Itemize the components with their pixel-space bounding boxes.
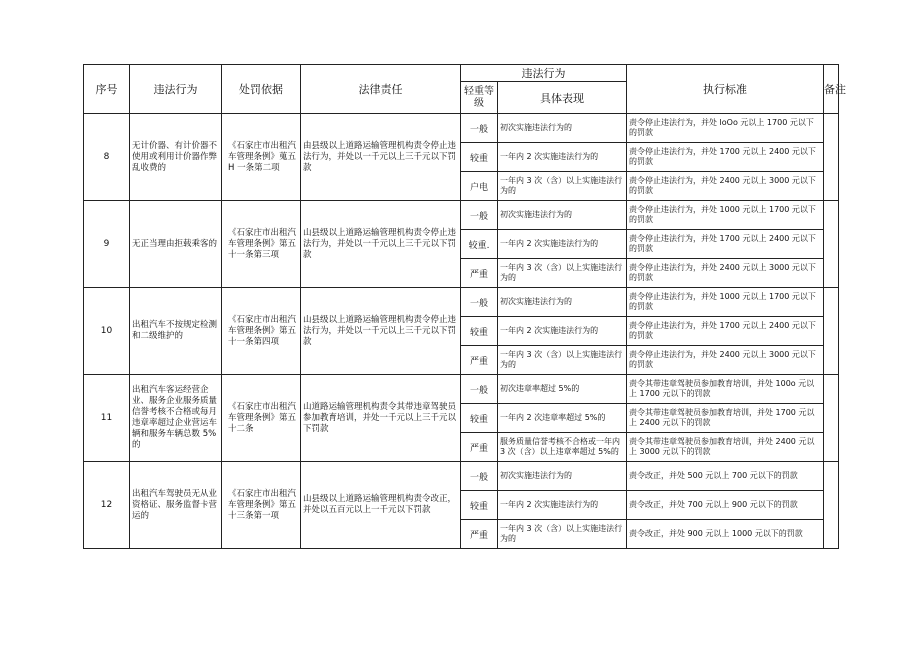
row-standard: 责令停止违法行为，并处 1700 元以上 2400 元以下的罚款 xyxy=(627,230,824,259)
row-severity: 严重 xyxy=(461,346,498,375)
penalty-table xyxy=(83,64,846,549)
row-detail: 初次违章率超过 5%的 xyxy=(498,375,627,404)
row-violation: 出租汽车客运经营企业、服务企业服务质量信誉考核不合格或每月违章率超过企业营运车辆和服务车辆总数 5%的 xyxy=(130,375,222,462)
row-severity: 一般 xyxy=(461,375,498,404)
header-detail: 具体表现 xyxy=(498,82,627,114)
header-severity: 轻重等级 xyxy=(461,82,498,114)
row-standard: 责令其带违章驾驶员参加教育培训，并处 2400 元以上 3000 元以下的罚款 xyxy=(627,433,824,462)
row-detail: 一年内 3 次（含）以上实施违法行为的 xyxy=(498,259,627,288)
row-severity: 严重 xyxy=(461,520,498,549)
row-violation: 出租汽车驾驶员无从业资格证、服务监督卡营运的 xyxy=(130,462,222,549)
table-row xyxy=(84,114,839,143)
table-row xyxy=(84,288,839,317)
row-violation: 无计价器、有计价器不使用或利用计价器作弊乱收费的 xyxy=(130,114,222,201)
row-liability: 山道路运输管理机构责令其带违章驾驶员参加教育培训，并处一千元以上三千元以下罚款 xyxy=(301,375,461,462)
row-severity: 较重. xyxy=(461,230,498,259)
header-seq: 序号 xyxy=(84,65,130,114)
row-severity: 较重 xyxy=(461,143,498,172)
row-standard: 责令其带违章驾驶员参加教育培训，并处 100o 元以上 1700 元以下的罚款 xyxy=(627,375,824,404)
row-detail: 初次实施违法行为的 xyxy=(498,201,627,230)
row-detail: 一年内 2 次违章率超过 5%的 xyxy=(498,404,627,433)
row-seq: 8 xyxy=(84,114,130,201)
row-standard: 责令停止违法行为，并处 1700 元以上 2400 元以下的罚款 xyxy=(627,143,824,172)
row-remarks xyxy=(824,201,839,288)
row-detail: 一年内 3 次（含）以上实施违法行为的 xyxy=(498,520,627,549)
header-standard: 执行标准 xyxy=(627,65,824,114)
row-standard: 责令停止违法行为，并处 2400 元以上 3000 元以下的罚款 xyxy=(627,172,824,201)
row-standard: 责令停止违法行为，并处 1000 元以上 1700 元以下的罚款 xyxy=(627,288,824,317)
row-standard: 责令停止违法行为，并处 loOo 元以上 1700 元以下的罚款 xyxy=(627,114,824,143)
row-seq: 12 xyxy=(84,462,130,549)
row-severity: 严重 xyxy=(461,259,498,288)
row-basis: 《石家庄市出租汽车管理条例》蒐五 H 一条第二项 xyxy=(222,114,301,201)
row-detail: 一年内 2 次实施违法行为的 xyxy=(498,143,627,172)
row-detail: 初次实施违法行为的 xyxy=(498,288,627,317)
row-liability: 山县级以上道路运输管理机构责令停止违法行为，并处以一千元以上三千元以下罚款 xyxy=(301,201,461,288)
table-row xyxy=(84,201,839,230)
row-basis: 《石家庄市出租汽车管理条例》第五十一条第三项 xyxy=(222,201,301,288)
header-liability: 法律责任 xyxy=(301,65,461,114)
row-remarks xyxy=(824,288,839,375)
header-violation: 违法行为 xyxy=(130,65,222,114)
table-row xyxy=(84,462,839,491)
row-seq: 9 xyxy=(84,201,130,288)
row-standard: 责令停止违法行为，并处 2400 元以上 3000 元以下的罚款 xyxy=(627,259,824,288)
header-remarks: 备注 xyxy=(824,65,839,114)
row-detail: 一年内 2 次实施违法行为的 xyxy=(498,230,627,259)
row-remarks xyxy=(824,114,839,201)
row-detail: 一年内 2 次实施违法行为的 xyxy=(498,317,627,346)
row-standard: 责令其带违章驾驶员参加教育培训，并处 1700 元以上 2400 元以下的罚款 xyxy=(627,404,824,433)
row-detail: 初次实施违法行为的 xyxy=(498,462,627,491)
row-basis: 《石家庄市出租汽车管理条例》第五十三条第一项 xyxy=(222,462,301,549)
table-row xyxy=(84,375,839,404)
row-severity: 严重 xyxy=(461,433,498,462)
row-remarks xyxy=(824,375,839,462)
row-standard: 责令停止违法行为，并处 1700 元以上 2400 元以下的罚款 xyxy=(627,317,824,346)
row-liability: 山县级以上道路运输管理机构责令改正，并处以五百元以上一千元以下罚款 xyxy=(301,462,461,549)
row-detail: 一年内 3 次（含）以上实施违法行为的 xyxy=(498,172,627,201)
header-basis: 处罚依据 xyxy=(222,65,301,114)
row-liability: 山县级以上道路运输管理机构责令停止违法行为，并处以一千元以上三千元以下罚款 xyxy=(301,288,461,375)
row-severity: 一般 xyxy=(461,288,498,317)
row-liability: 由县级以上道路运输管理机构责令停止违法行为，并处以一千元以上三千元以下罚款 xyxy=(301,114,461,201)
row-basis: 《石家庄市出租汽车管理条例》第五十一条第四项 xyxy=(222,288,301,375)
row-severity: 一般 xyxy=(461,462,498,491)
row-detail: 初次实施违法行为的 xyxy=(498,114,627,143)
row-detail: 一年内 3 次（含）以上实施违法行为的 xyxy=(498,346,627,375)
row-standard: 责令改正，并处 700 元以上 900 元以下的罚款 xyxy=(627,491,824,520)
row-severity: 较重 xyxy=(461,491,498,520)
row-standard: 责令改正，并处 900 元以上 1000 元以下的罚款 xyxy=(627,520,824,549)
row-standard: 责令停止违法行为，并处 2400 元以上 3000 元以下的罚款 xyxy=(627,346,824,375)
row-basis: 《石家庄市出租汽车管理条例》第五十二条 xyxy=(222,375,301,462)
row-severity: 一般 xyxy=(461,201,498,230)
row-violation: 无正当理由拒载乘客的 xyxy=(130,201,222,288)
row-standard: 责令改正，并处 500 元以上 700 元以下的罚款 xyxy=(627,462,824,491)
row-severity: 一般 xyxy=(461,114,498,143)
row-seq: 10 xyxy=(84,288,130,375)
header-violation-group: 违法行为 xyxy=(461,65,627,82)
row-severity: 较重 xyxy=(461,404,498,433)
row-detail: 服务质量信誉考核不合格或一年内 3 次（含）以上违章率超过 5%的 xyxy=(498,433,627,462)
row-severity: 户电 xyxy=(461,172,498,201)
row-seq: 11 xyxy=(84,375,130,462)
row-detail: 一年内 2 次实施违法行为的 xyxy=(498,491,627,520)
row-remarks xyxy=(824,462,839,549)
row-violation: 出租汽车不按规定检测和二级维护的 xyxy=(130,288,222,375)
row-standard: 责令停止违法行为，并处 1000 元以上 1700 元以下的罚款 xyxy=(627,201,824,230)
row-severity: 较重 xyxy=(461,317,498,346)
